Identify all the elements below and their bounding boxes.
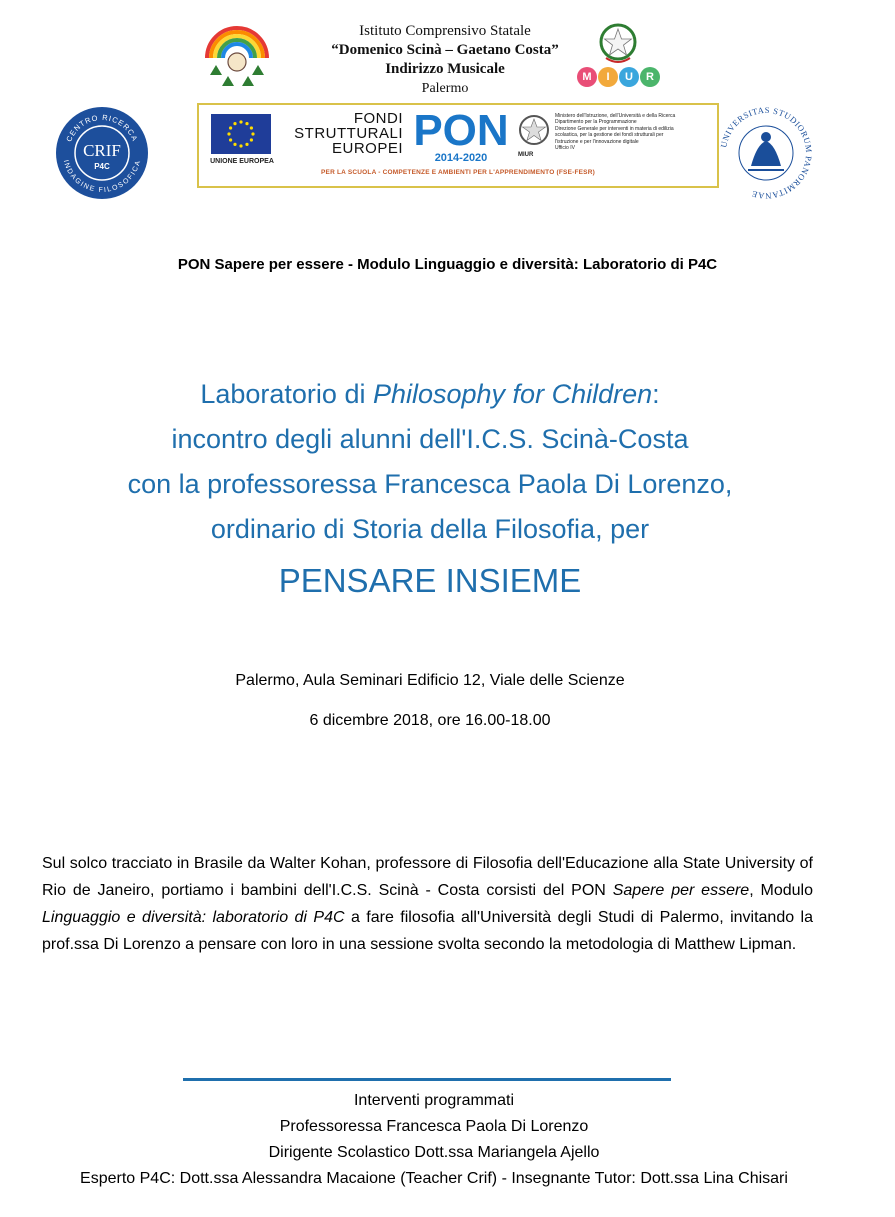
ministero-line-2: Dipartimento per la Programmazione [555, 119, 637, 126]
crif-center-text: CRIF [83, 141, 121, 160]
banner-footer-text: PER LA SCUOLA - COMPETENZE E AMBIENTI PER L'APPRENDIMENTO (FSE-FESR) [321, 169, 595, 176]
pon-years: 2014-2020 [434, 152, 488, 164]
miur-letter-m: M [577, 67, 597, 87]
crif-top-text: CENTRO RICERCA [64, 112, 140, 144]
para-part-3: a fare filosofia all'Università degli Studi di Palermo, invitando la prof.ssa Di Lorenzo a pensare con loro in una sessione svolta secondo la metodologia di Matthew Lipman. [42, 909, 813, 953]
miur-small-text: MIUR [518, 152, 534, 158]
title-line-4: ordinario di Storia della Filosofia, per [210, 514, 650, 544]
ministero-line-4: scolastica, per la gestione dei fondi strutturali per [555, 132, 664, 139]
fondi-line-1: FONDI [353, 110, 403, 127]
fondi-strutturali-text [281, 111, 403, 156]
school-line-2: “Domenico Scinà – Gaetano Costa” [331, 42, 559, 58]
event-date: 6 dicembre 2018, ore 16.00-18.00 [309, 712, 551, 729]
para-italic-1: Sapere per essere [612, 882, 750, 899]
school-line-4: Palermo [421, 81, 469, 96]
miur-letter-i: I [598, 67, 618, 87]
interventi-line: Dirigente Scolastico Dott.ssa Mariangela Ajello [268, 1144, 600, 1161]
divider-rule [183, 1078, 671, 1081]
title-line-1 [30, 372, 830, 417]
ministero-line-1: Ministero dell'Istruzione, dell'Università e della Ricerca [555, 113, 676, 119]
interventi-heading: Interventi programmati [353, 1092, 515, 1109]
crif-bottom-text: INDAGINE FILOSOFICA [61, 159, 143, 195]
interventi-line: Esperto P4C: Dott.ssa Alessandra Macaione (Teacher Crif) - Insegnante Tutor: Dott.ssa Lina Chisari [80, 1170, 788, 1187]
title-line-1-italic: Philosophy for Children [372, 379, 653, 409]
pon-logo [407, 105, 515, 165]
title-line-3: con la professoressa Francesca Paola Di Lorenzo, [127, 469, 733, 499]
ministero-text [555, 113, 713, 151]
ministero-line-5: l'istruzione e per l'innovazione digitale [555, 138, 639, 145]
pon-text: PON [413, 106, 509, 155]
para-italic-2: Linguaggio e diversità: laboratorio di P4C [42, 909, 345, 926]
unipa-seal-logo [718, 104, 814, 202]
fondi-line-2: STRUTTURALI [294, 125, 403, 142]
miur-letter-r: R [640, 67, 660, 87]
crif-sub-text: P4C [94, 162, 110, 171]
school-line-3: Indirizzo Musicale [385, 61, 505, 77]
eu-flag-icon [211, 114, 271, 154]
para-part-1: Sul solco tracciato in Brasile da Walter Kohan, professore di Filosofia dell'Educazione alla State University of Rio de Janeiro, portiamo i bambini dell'I.C.S. Scinà - Costa corsisti del PON [42, 855, 813, 899]
description-paragraph [42, 850, 813, 958]
para-part-2: , Modulo [749, 882, 814, 899]
crif-logo [55, 106, 149, 200]
title-line-5: PENSARE INSIEME [278, 562, 582, 599]
title-line-1-pre: Laboratorio di [200, 379, 373, 409]
interventi-block [0, 1088, 868, 1192]
miur-logo [577, 67, 660, 91]
eu-caption: UNIONE EUROPEA [210, 158, 274, 165]
interventi-line: Professoressa Francesca Paola Di Lorenzo [279, 1118, 589, 1135]
fondi-line-3: EUROPEI [331, 140, 403, 157]
italian-emblem-icon [598, 22, 638, 64]
ministero-emblem-icon [517, 113, 551, 151]
title-line-2: incontro degli alunni dell'I.C.S. Scinà-Costa [171, 424, 689, 454]
ministero-line-6: Ufficio IV [555, 145, 575, 152]
title-line-1-post: : [652, 379, 660, 409]
event-title [30, 372, 830, 610]
event-place: Palermo, Aula Seminari Edificio 12, Viale delle Scienze [235, 672, 625, 689]
subject-line: PON Sapere per essere - Modulo Linguaggio e diversità: Laboratorio di P4C [177, 256, 718, 273]
miur-letter-u: U [619, 67, 639, 87]
fondi-strutturali-banner [197, 103, 719, 188]
school-line-1: Istituto Comprensivo Statale [359, 23, 531, 39]
ministero-line-3: Direzione Generale per interventi in materia di edilizia [555, 125, 674, 132]
unipa-ring-text: UNIVERSITAS STUDIORUM PANORMITANAE [718, 104, 814, 202]
